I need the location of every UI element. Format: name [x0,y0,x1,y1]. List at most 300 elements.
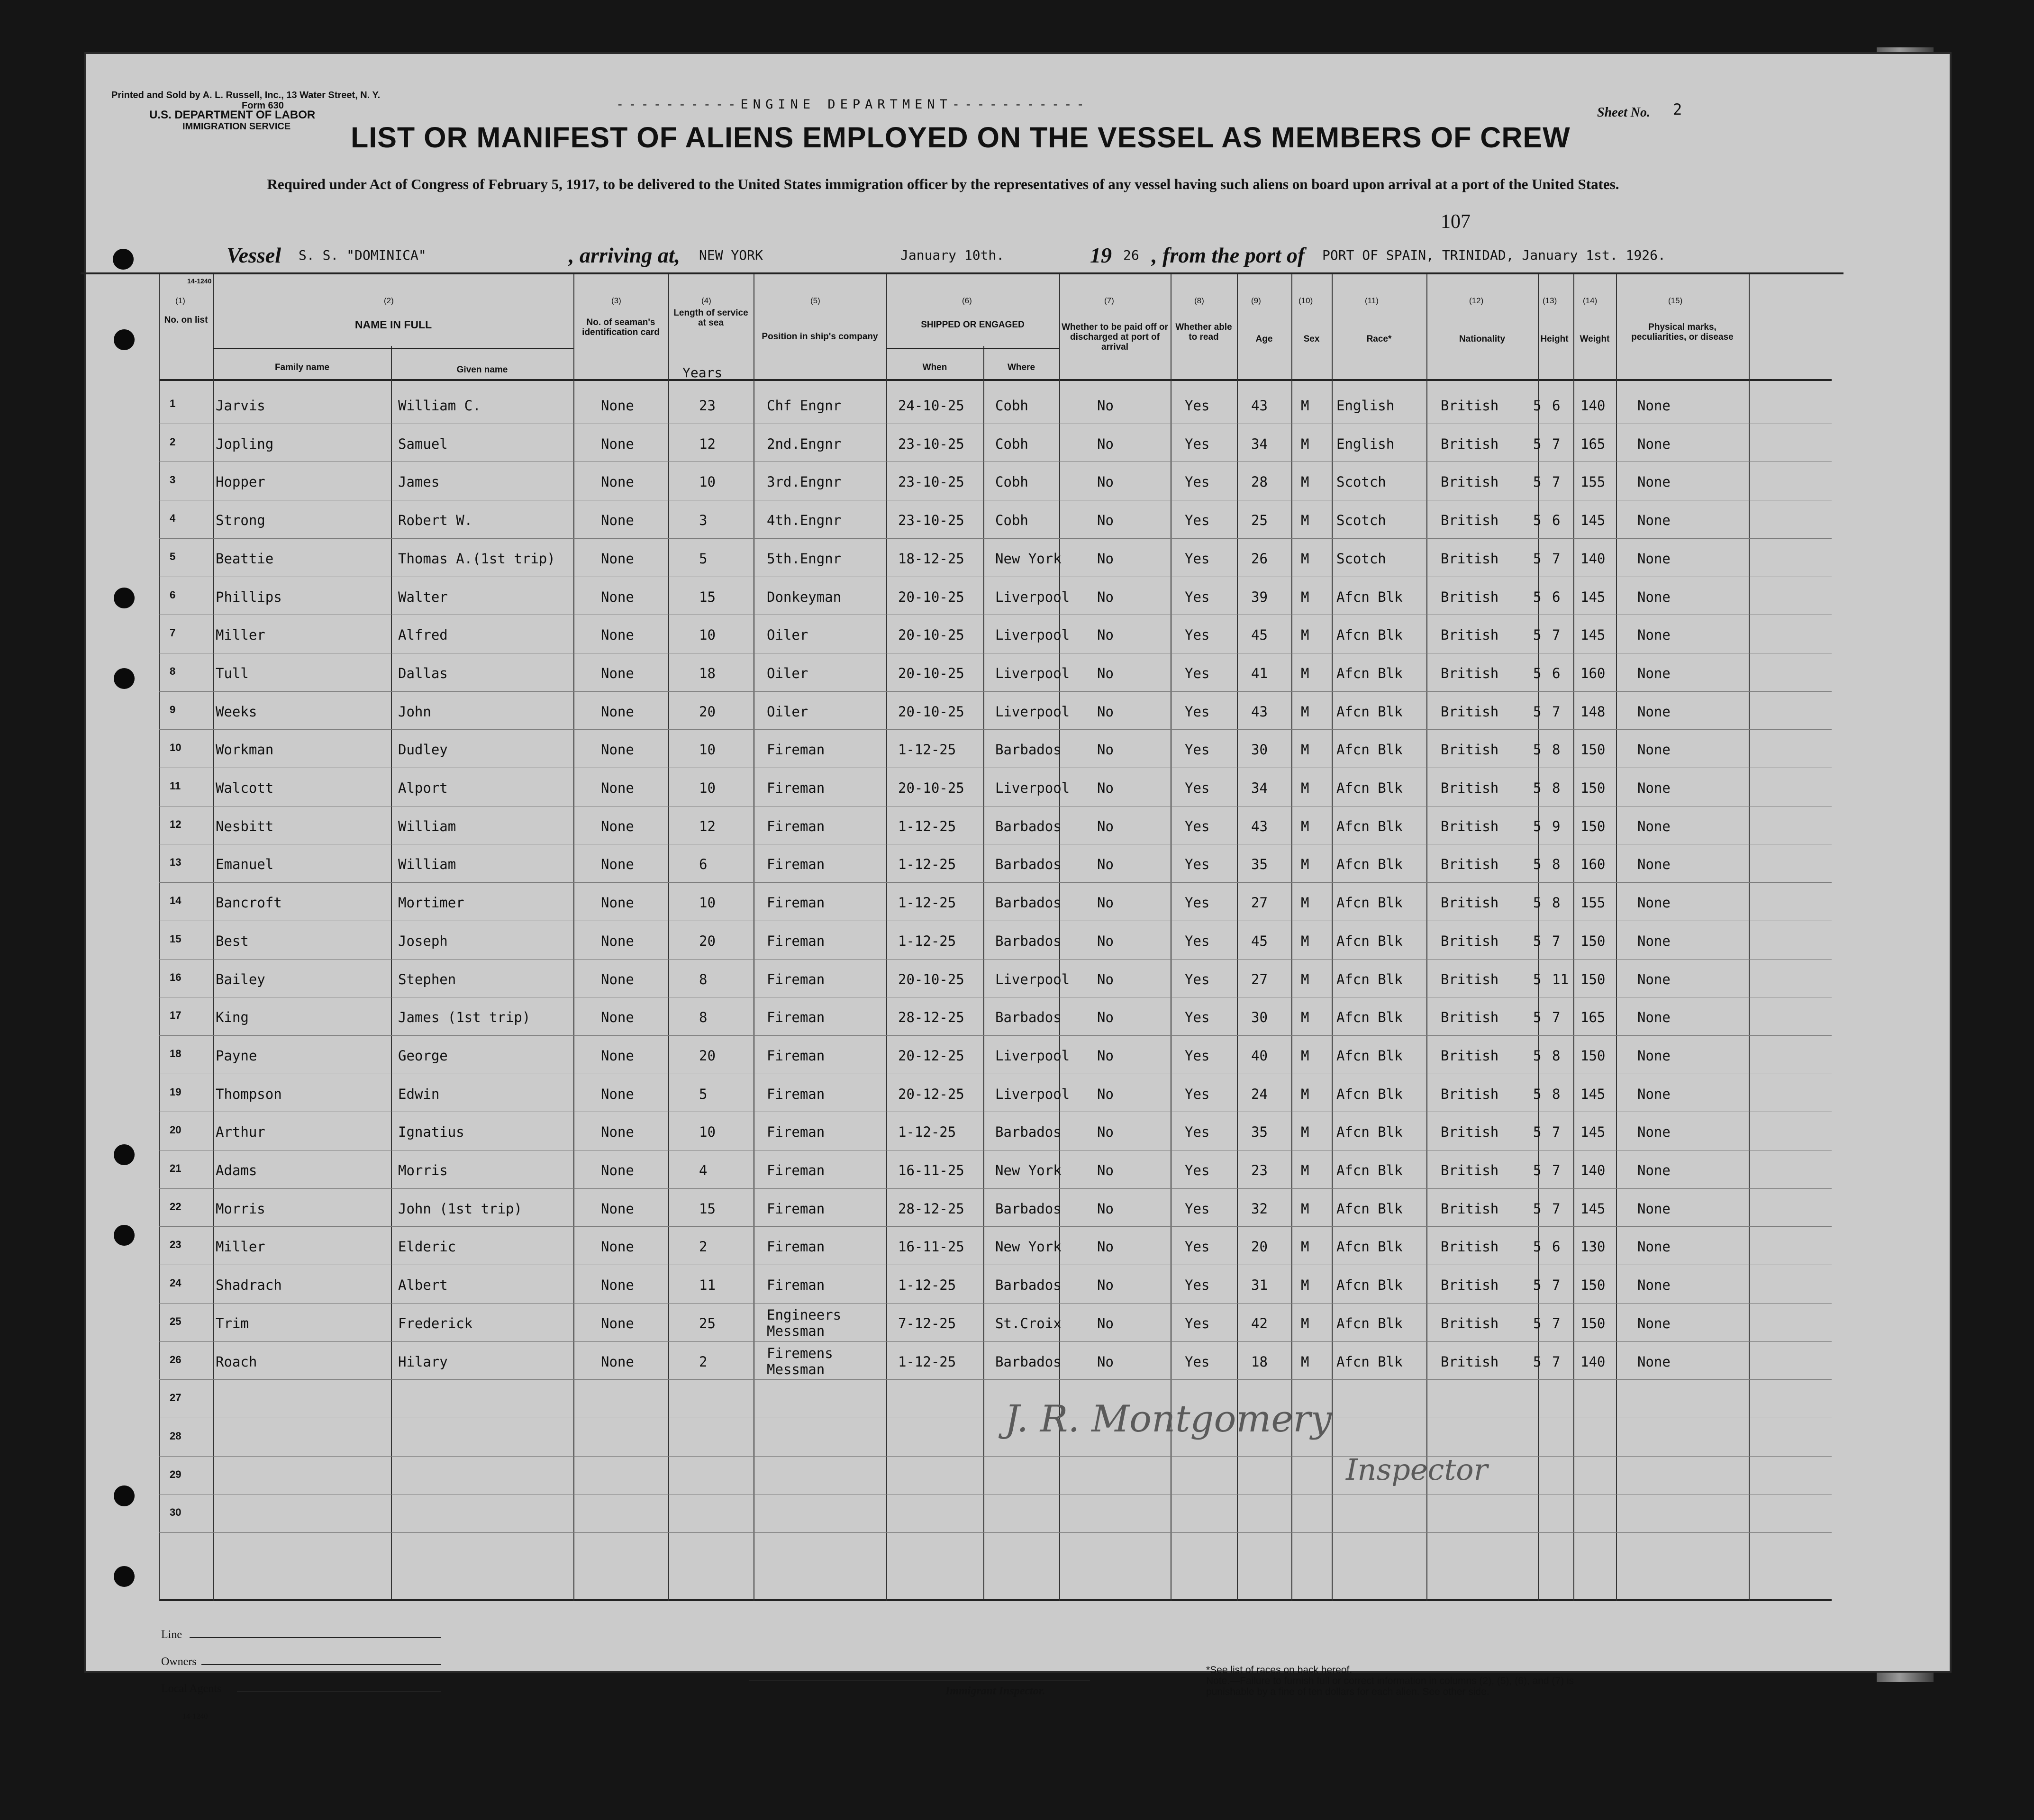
cell-weight: 165 [1580,435,1606,452]
cell-row-number: 30 [170,1506,182,1519]
binder-hole [113,249,134,270]
cell-family-name: Jarvis [216,398,265,414]
cell-sex: M [1301,818,1309,834]
cell-id-card: None [601,665,634,681]
cell-id-card: None [601,1200,634,1217]
cell-able-to-read: Yes [1185,512,1210,529]
col-number: (11) [1365,296,1379,305]
cell-row-number: 1 [170,398,176,409]
cell-years-service: 23 [699,398,716,414]
cell-shipped-where: Barbados [995,1353,1062,1370]
cell-paid-off: No [1097,550,1114,567]
cell-weight: 145 [1580,1086,1606,1102]
line-blank [190,1637,441,1638]
cell-row-number: 12 [170,818,182,830]
cell-paid-off: No [1097,665,1114,681]
cell-paid-off: No [1097,512,1114,529]
cell-age: 23 [1251,1162,1268,1178]
cell-able-to-read: Yes [1185,971,1210,987]
cell-given-name: Alfred [398,627,448,643]
cell-nationality: British [1441,1353,1499,1370]
cell-shipped-when: 20-10-25 [898,780,964,796]
cell-id-card: None [601,1086,634,1102]
cell-given-name: Dallas [398,665,448,681]
cell-able-to-read: Yes [1185,1315,1210,1331]
cell-position: Oiler [767,703,808,720]
cell-years-service: 10 [699,742,716,758]
cell-height-feet: 5 [1533,1086,1542,1102]
cell-sex: M [1301,589,1309,605]
arriving-label: , arriving at, [569,243,681,267]
cell-id-card: None [601,818,634,834]
cell-age: 30 [1251,1009,1268,1026]
cell-family-name: Strong [216,512,265,529]
col-rule [668,274,669,1601]
cell-row-number: 24 [170,1277,182,1289]
cell-weight: 140 [1580,398,1606,414]
row-divider [159,1456,1832,1457]
cell-age: 42 [1251,1315,1268,1331]
agency-name: U.S. DEPARTMENT OF LABOR [149,109,316,121]
header-physical-marks: Physical marks, peculiarities, or disease [1631,322,1734,342]
binder-hole [114,668,135,689]
owners-blank [201,1664,441,1665]
header-id-card: No. of seaman's identification card [582,317,660,337]
cell-nationality: British [1441,1200,1499,1217]
cell-position: Chf Engnr [767,398,842,414]
cell-shipped-where: Liverpool [995,627,1070,643]
cell-able-to-read: Yes [1185,703,1210,720]
cell-age: 41 [1251,665,1268,681]
cell-race: Scotch [1336,550,1386,567]
cell-age: 43 [1251,818,1268,834]
cell-physical-marks: None [1637,1200,1671,1217]
cell-age: 39 [1251,589,1268,605]
header-given-name: Given name [456,365,508,375]
binder-hole [114,1144,135,1165]
cell-race: Afcn Blk [1336,1239,1403,1255]
cell-years-service: 20 [699,1047,716,1064]
cell-physical-marks: None [1637,818,1671,834]
cell-shipped-when: 18-12-25 [898,550,964,567]
cell-nationality: British [1441,665,1499,681]
cell-shipped-where: Cobh [995,512,1028,529]
cell-id-card: None [601,512,634,529]
cell-shipped-when: 7-12-25 [898,1315,956,1331]
cell-weight: 145 [1580,1200,1606,1217]
cell-nationality: British [1441,780,1499,796]
cell-position: Firemens [767,1345,833,1361]
cell-shipped-where: Liverpool [995,1086,1070,1102]
cell-row-number: 29 [170,1468,182,1480]
cell-able-to-read: Yes [1185,1162,1210,1178]
row-divider [159,959,1832,960]
cell-height-inches: 7 [1552,1200,1561,1217]
cell-sex: M [1301,1315,1309,1331]
cell-row-number: 18 [170,1047,182,1059]
header-no-on-list: No. on list [164,315,208,325]
cell-id-card: None [601,398,634,414]
cell-years-service: 6 [699,856,708,873]
cell-id-card: None [601,895,634,911]
cell-weight: 148 [1580,703,1606,720]
cell-row-number: 23 [170,1239,182,1251]
row-divider [159,1188,1832,1189]
cell-paid-off: No [1097,1047,1114,1064]
header-height: Height [1540,334,1569,344]
cell-able-to-read: Yes [1185,856,1210,873]
cell-given-name: Morris [398,1162,448,1178]
cell-nationality: British [1441,1315,1499,1331]
cell-paid-off: No [1097,780,1114,796]
cell-age: 27 [1251,971,1268,987]
cell-years-service: 12 [699,435,716,452]
cell-weight: 130 [1580,1239,1606,1255]
cell-years-service: 10 [699,780,716,796]
cell-able-to-read: Yes [1185,435,1210,452]
departure-port: PORT OF SPAIN, TRINIDAD, January 1st. 1926. [1322,247,1666,263]
cell-age: 28 [1251,474,1268,490]
cell-race: Afcn Blk [1336,1277,1403,1294]
cell-sex: M [1301,627,1309,643]
cell-id-card: None [601,474,634,490]
cell-row-number: 17 [170,1009,182,1022]
cell-age: 27 [1251,895,1268,911]
cell-age: 43 [1251,703,1268,720]
cell-sex: M [1301,1009,1309,1026]
cell-race: Afcn Blk [1336,589,1403,605]
binder-hole [114,329,135,350]
cell-id-card: None [601,1353,634,1370]
cell-row-number: 13 [170,856,182,869]
cell-shipped-when: 1-12-25 [898,1353,956,1370]
cell-nationality: British [1441,742,1499,758]
cell-paid-off: No [1097,398,1114,414]
cell-able-to-read: Yes [1185,1009,1210,1026]
cell-shipped-where: Liverpool [995,589,1070,605]
cell-weight: 150 [1580,1277,1606,1294]
cell-id-card: None [601,933,634,949]
cell-shipped-where: Barbados [995,1009,1062,1026]
cell-height-feet: 5 [1533,1277,1542,1294]
cell-sex: M [1301,1162,1309,1178]
cell-id-card: None [601,1239,634,1255]
cell-row-number: 3 [170,474,176,486]
cell-physical-marks: None [1637,1009,1671,1026]
cell-years-service: 18 [699,665,716,681]
col-number: (12) [1469,296,1484,305]
cell-row-number: 4 [170,512,176,525]
printer-line: Printed and Sold by A. L. Russell, Inc., 13 Water Street, N. Y. [111,90,381,100]
cell-shipped-where: Cobh [995,474,1028,490]
cell-row-number: 16 [170,971,182,983]
cell-id-card: None [601,1277,634,1294]
cell-years-service: 3 [699,512,708,529]
cell-physical-marks: None [1637,1353,1671,1370]
cell-physical-marks: None [1637,933,1671,949]
cell-age: 30 [1251,742,1268,758]
cell-sex: M [1301,1124,1309,1141]
cell-physical-marks: None [1637,703,1671,720]
cell-weight: 150 [1580,742,1606,758]
cell-row-number: 26 [170,1353,182,1366]
cell-height-inches: 7 [1552,1353,1561,1370]
cell-sex: M [1301,971,1309,987]
row-divider [159,1303,1832,1304]
cell-years-service: 10 [699,474,716,490]
cell-shipped-where: Liverpool [995,665,1070,681]
col-number: (3) [611,296,621,305]
owners-label: Owners [161,1656,197,1668]
cell-shipped-when: 20-10-25 [898,703,964,720]
cell-family-name: Thompson [216,1086,282,1102]
cell-weight: 150 [1580,1047,1606,1064]
header-race: Race* [1366,334,1392,344]
cell-height-inches: 6 [1552,589,1561,605]
cell-id-card: None [601,742,634,758]
cell-position: Fireman [767,1086,825,1102]
cell-age: 34 [1251,780,1268,796]
cell-years-service: 10 [699,895,716,911]
cell-given-name: George [398,1047,448,1064]
cell-family-name: Emanuel [216,856,274,873]
cell-id-card: None [601,1009,634,1026]
cell-able-to-read: Yes [1185,1124,1210,1141]
cell-height-feet: 5 [1533,742,1542,758]
col-rule [159,274,160,1601]
row-divider [159,1379,1832,1380]
cell-weight: 155 [1580,895,1606,911]
cell-shipped-when: 23-10-25 [898,435,964,452]
cell-given-name: Elderic [398,1239,456,1255]
form-number: Form 630 [242,100,284,111]
cell-physical-marks: None [1637,856,1671,873]
col-number: (6) [962,296,972,305]
header-paid-off: Whether to be paid off or discharged at port of arrival [1062,322,1168,352]
table-bottom-rule [159,1599,1832,1601]
cell-given-name: Thomas A.(1st trip) [398,550,555,567]
cell-weight: 160 [1580,665,1606,681]
cell-height-feet: 5 [1533,435,1542,452]
cell-row-number: 28 [170,1430,182,1442]
cell-row-number: 6 [170,589,176,601]
cell-weight: 140 [1580,550,1606,567]
cell-able-to-read: Yes [1185,1086,1210,1102]
header-age: Age [1255,334,1273,344]
cell-shipped-where: New York [995,1162,1062,1178]
cell-age: 31 [1251,1277,1268,1294]
cell-height-inches: 9 [1552,818,1561,834]
cell-years-service: 15 [699,589,716,605]
cell-shipped-when: 20-12-25 [898,1086,964,1102]
col-rule [1426,274,1427,1601]
cell-given-name: James (1st trip) [398,1009,531,1026]
cell-shipped-where: Barbados [995,818,1062,834]
cell-sex: M [1301,703,1309,720]
cell-family-name: Nesbitt [216,818,274,834]
cell-position: Fireman [767,856,825,873]
header-family-name: Family name [274,362,330,372]
cell-shipped-when: 1-12-25 [898,933,956,949]
cell-shipped-where: Cobh [995,435,1028,452]
cell-position: Fireman [767,1162,825,1178]
cell-family-name: Roach [216,1353,257,1370]
shipped-subrule [886,348,1059,349]
cell-family-name: Adams [216,1162,257,1178]
cell-row-number: 8 [170,665,176,677]
cell-nationality: British [1441,1239,1499,1255]
cell-years-service: 2 [699,1353,708,1370]
cell-shipped-where: New York [995,550,1062,567]
cell-paid-off: No [1097,895,1114,911]
header-shipped: SHIPPED OR ENGAGED [921,320,1025,330]
col-number: (7) [1104,296,1114,305]
cell-nationality: British [1441,589,1499,605]
cell-sex: M [1301,398,1309,414]
cell-row-number: 15 [170,933,182,945]
cell-sex: M [1301,742,1309,758]
cell-physical-marks: None [1637,665,1671,681]
cell-able-to-read: Yes [1185,1047,1210,1064]
cell-nationality: British [1441,1047,1499,1064]
cell-family-name: Trim [216,1315,249,1331]
cell-height-inches: 8 [1552,1047,1561,1064]
cell-height-feet: 5 [1533,1239,1542,1255]
cell-able-to-read: Yes [1185,895,1210,911]
cell-race: Afcn Blk [1336,1315,1403,1331]
cell-paid-off: No [1097,703,1114,720]
cell-family-name: Miller [216,1239,265,1255]
cell-family-name: Arthur [216,1124,265,1141]
col-rule [391,346,392,1599]
cell-family-name: Beattie [216,550,274,567]
cell-weight: 145 [1580,627,1606,643]
cell-id-card: None [601,1047,634,1064]
cell-physical-marks: None [1637,550,1671,567]
cell-race: English [1336,398,1395,414]
cell-height-feet: 5 [1533,398,1542,414]
cell-height-inches: 6 [1552,665,1561,681]
cell-years-service: 10 [699,1124,716,1141]
cell-height-feet: 5 [1533,703,1542,720]
from-port-label: , from the port of [1152,243,1305,267]
header-able-read: Whether able to read [1175,322,1232,342]
line-label: Line [161,1629,182,1641]
col-number: (9) [1251,296,1261,305]
cell-physical-marks: None [1637,1086,1671,1102]
cell-nationality: British [1441,1277,1499,1294]
col-number: (13) [1543,296,1557,305]
cell-paid-off: No [1097,1009,1114,1026]
cell-position: Fireman [767,1200,825,1217]
cell-paid-off: No [1097,1277,1114,1294]
cell-paid-off: No [1097,1124,1114,1141]
cell-row-number: 2 [170,435,176,448]
cell-able-to-read: Yes [1185,780,1210,796]
cell-given-name: Walter [398,589,448,605]
cell-given-name: Joseph [398,933,448,949]
immigrant-inspector-label: Immigrant Inspector. [945,1685,1045,1697]
cell-shipped-where: Barbados [995,1277,1062,1294]
sheet-number: 2 [1673,100,1682,118]
cell-height-inches: 8 [1552,1086,1561,1102]
cell-sex: M [1301,1086,1309,1102]
cell-row-number: 5 [170,550,176,562]
cell-race: Afcn Blk [1336,1047,1403,1064]
cell-position: 4th.Engnr [767,512,842,529]
cell-given-name: William C. [398,398,481,414]
row-divider [159,1341,1832,1342]
cell-given-name: Ignatius [398,1124,464,1141]
cell-nationality: British [1441,933,1499,949]
cell-race: Afcn Blk [1336,1162,1403,1178]
cell-id-card: None [601,1162,634,1178]
cell-height-inches: 8 [1552,856,1561,873]
cell-given-name: William [398,856,456,873]
cell-years-service: 25 [699,1315,716,1331]
cell-position-line2: Messman [767,1322,825,1339]
cell-height-inches: 8 [1552,742,1561,758]
row-divider [159,1226,1832,1227]
cell-age: 40 [1251,1047,1268,1064]
cell-row-number: 20 [170,1124,182,1136]
cell-nationality: British [1441,1162,1499,1178]
cell-height-inches: 7 [1552,703,1561,720]
cell-race: Afcn Blk [1336,1009,1403,1026]
cell-able-to-read: Yes [1185,1353,1210,1370]
cell-sex: M [1301,474,1309,490]
vessel-label: Vessel [227,243,281,267]
cell-shipped-when: 20-10-25 [898,589,964,605]
cell-height-inches: 6 [1552,398,1561,414]
cell-paid-off: No [1097,971,1114,987]
cell-years-service: 8 [699,1009,708,1026]
cell-paid-off: No [1097,589,1114,605]
cell-weight: 145 [1580,589,1606,605]
cell-height-inches: 11 [1552,971,1569,987]
cell-years-service: 15 [699,1200,716,1217]
cell-given-name: John (1st trip) [398,1200,522,1217]
cell-family-name: Payne [216,1047,257,1064]
cell-sex: M [1301,1277,1309,1294]
col-number: (14) [1583,296,1598,305]
cell-position: Fireman [767,1239,825,1255]
cell-height-inches: 8 [1552,895,1561,911]
cell-position: Fireman [767,1009,825,1026]
small-form-code: 14-1240 [187,277,212,285]
cell-years-service: 5 [699,1086,708,1102]
cell-position: Fireman [767,933,825,949]
race-note: *See list of races on back hereof. [1206,1665,1353,1675]
cell-position: Oiler [767,627,808,643]
cell-given-name: John [398,703,431,720]
cell-shipped-when: 1-12-25 [898,856,956,873]
col-number: (8) [1194,296,1204,305]
cell-race: Afcn Blk [1336,971,1403,987]
header-bottom-rule [159,379,1832,381]
cell-height-inches: 7 [1552,627,1561,643]
cell-age: 32 [1251,1200,1268,1217]
col-rule [573,274,574,1601]
cell-able-to-read: Yes [1185,398,1210,414]
cell-sex: M [1301,665,1309,681]
cell-sex: M [1301,780,1309,796]
cell-physical-marks: None [1637,895,1671,911]
service-name: IMMIGRATION SERVICE [182,121,291,132]
cell-nationality: British [1441,1124,1499,1141]
cell-given-name: James [398,474,440,490]
cell-position: Fireman [767,1277,825,1294]
